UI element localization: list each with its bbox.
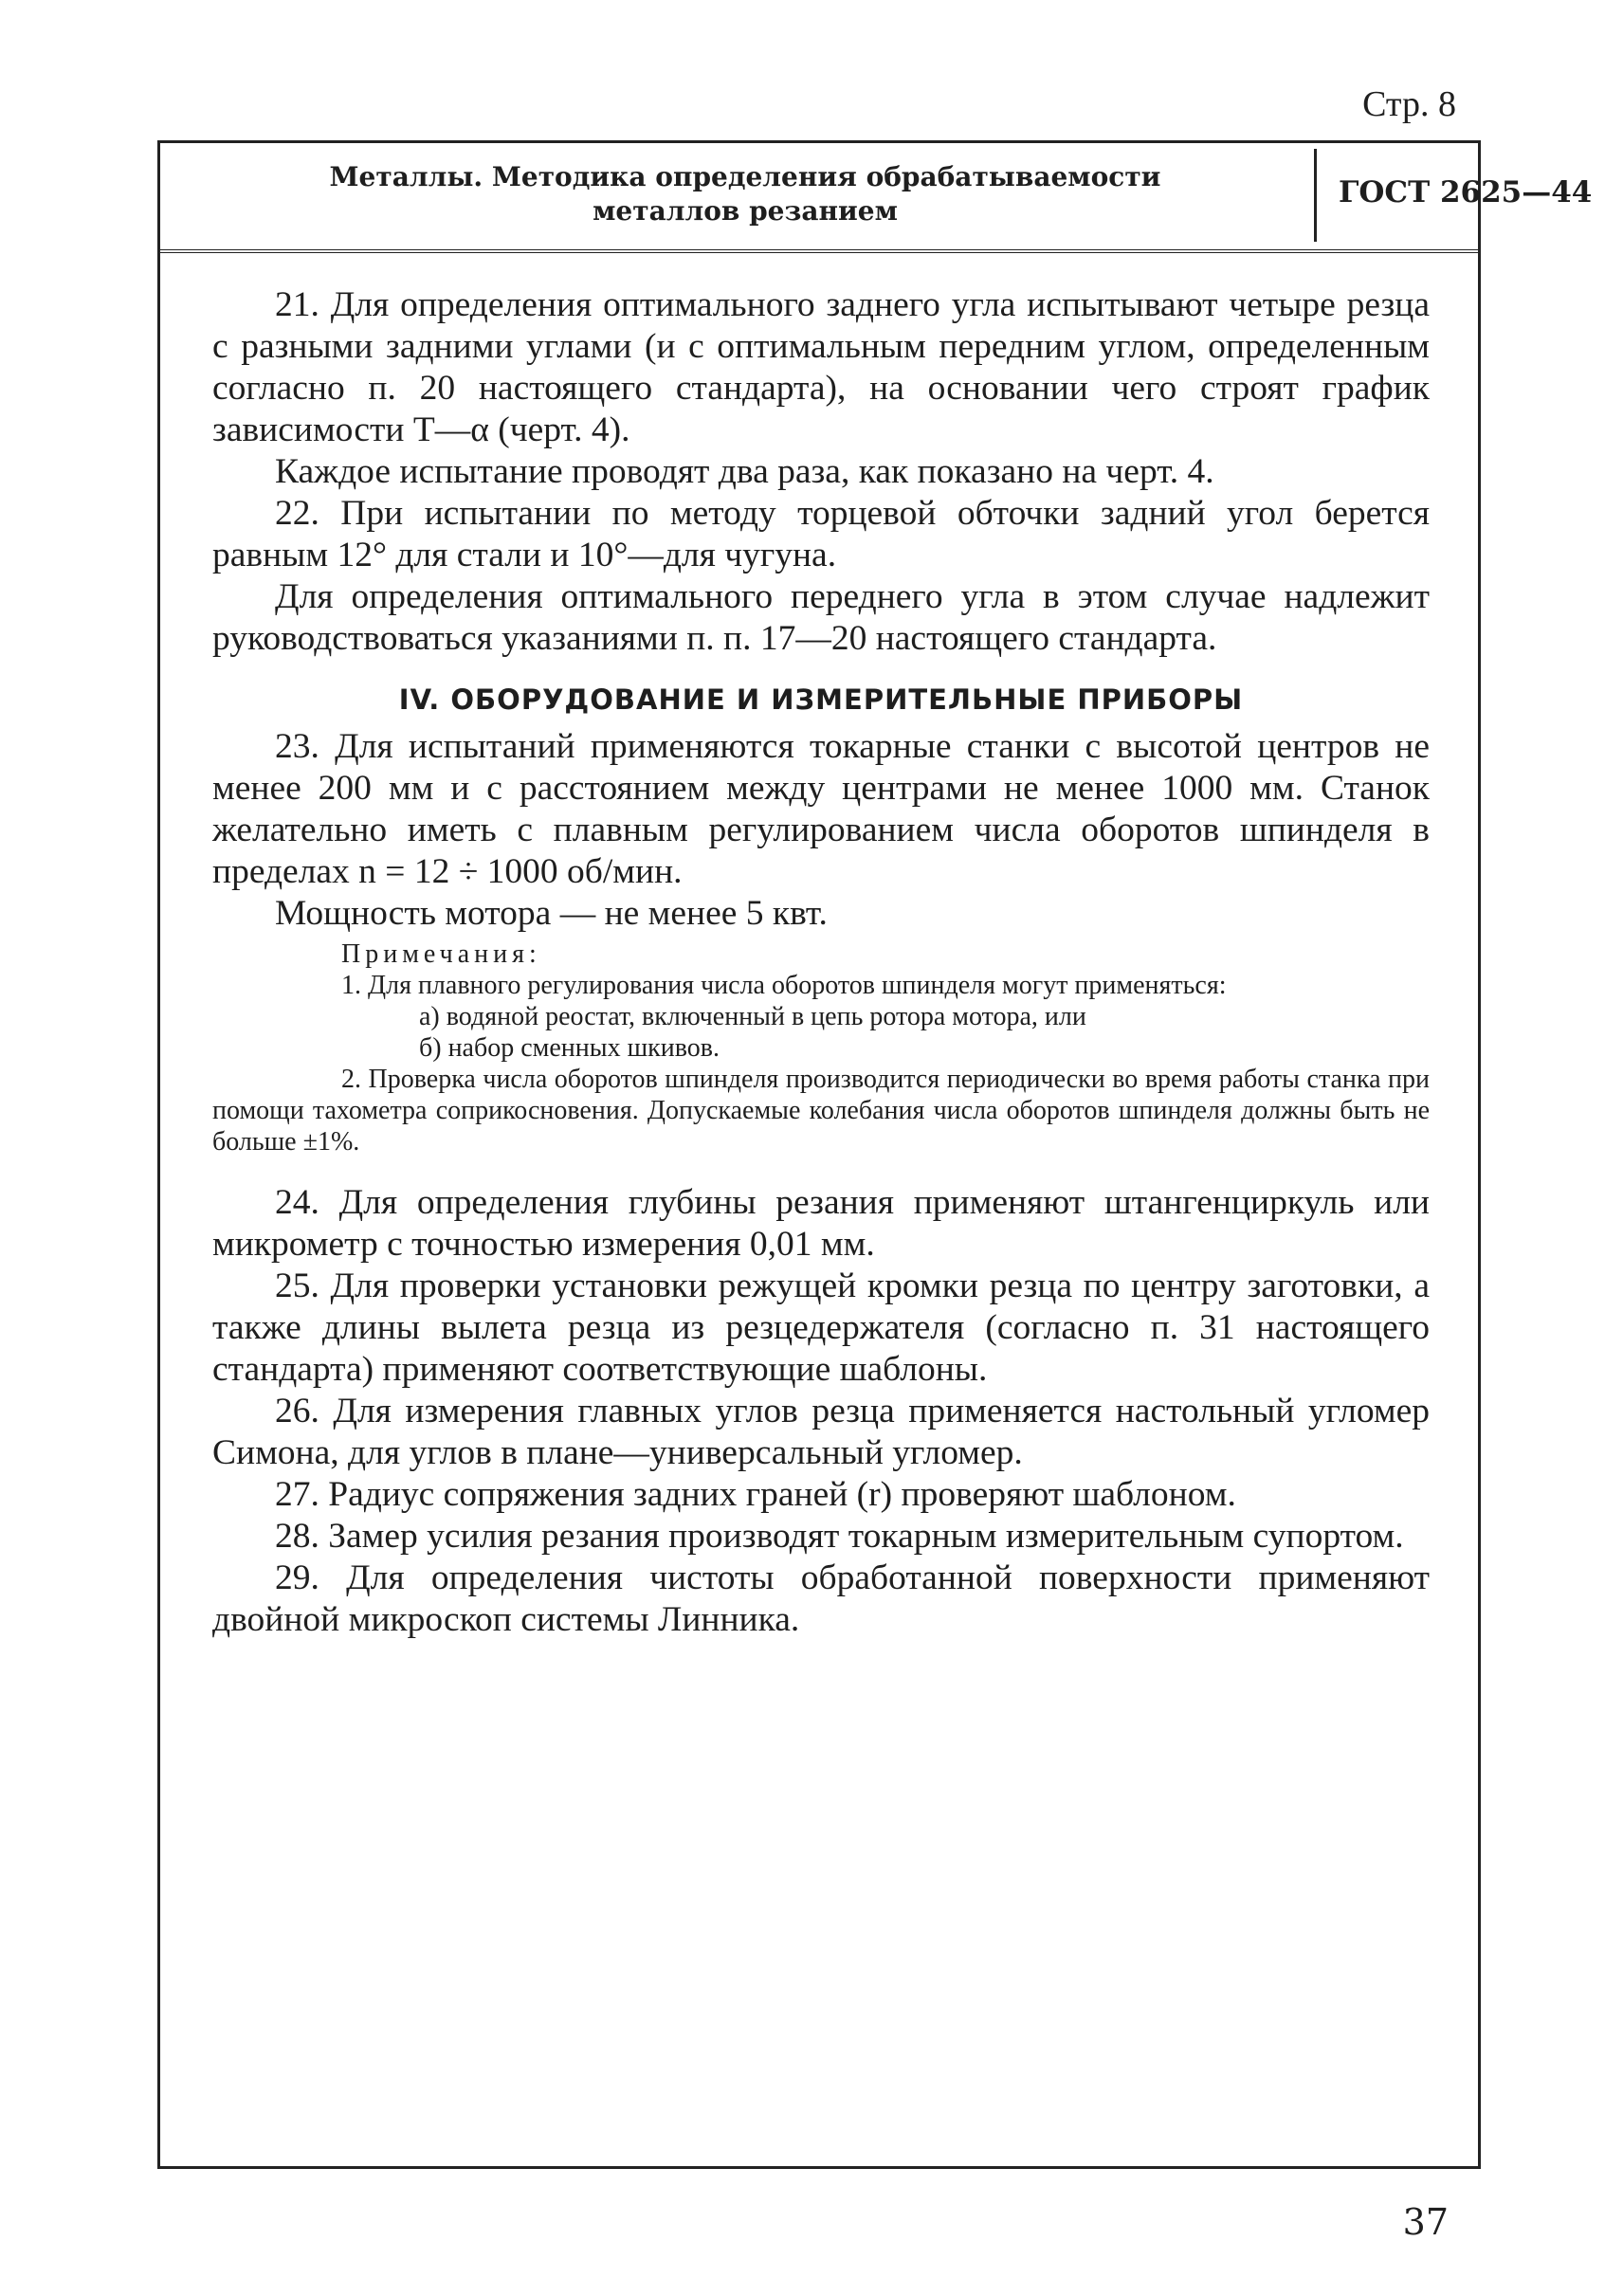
notes-block xyxy=(212,938,1430,1157)
paragraph-23-motor-power: Мощность мотора — не менее 5 квт. xyxy=(275,894,828,933)
header-title-line-2: металлов резанием xyxy=(593,195,898,227)
page-number-top: Стр. 8 xyxy=(1362,84,1456,124)
header-title-line-1: Металлы. Методика определения обрабатываемости xyxy=(329,161,1161,192)
paragraph-27: 27. Радиус сопряжения задних граней (r) проверяют шаблоном. xyxy=(275,1475,1236,1514)
note-1a: а) водяной реостат, включенный в цепь ротора мотора, или xyxy=(419,1002,1086,1031)
paragraph-26: 26. Для измерения главных углов резца применяется настольный угломер Симона, для углов в плане—универсальный угломер. xyxy=(212,1392,1430,1472)
paragraph-29: 29. Для определения чистоты обработанной поверхности применяют двойной микроскоп системы Линника. xyxy=(212,1558,1430,1639)
gost-number: ГОСТ 2625—44 xyxy=(1339,175,1593,210)
paragraph-21-continued: Каждое испытание проводят два раза, как показано на черт. 4. xyxy=(275,452,1214,491)
paragraph-21: 21. Для определения оптимального заднего угла испытывают четыре резца с разными задними углами (и с оптимальным передним углом, определенным согласно п. 20 настоящего стандарта), на основании чего строят график зависимости Т—α (черт. 4). xyxy=(212,285,1430,449)
note-2: 2. Проверка числа оборотов шпинделя производится периодически во время работы станка при помощи тахометра соприкосновения. Допускаемые колебания числа оборотов шпинделя должны быть не больше ±1%. xyxy=(212,1065,1430,1157)
paragraph-28: 28. Замер усилия резания производят токарным измерительным супортом. xyxy=(275,1517,1404,1556)
paragraph-24: 24. Для определения глубины резания применяют штангенциркуль или микрометр с точностью измерения 0,01 мм. xyxy=(212,1183,1430,1264)
note-1b: б) набор сменных шкивов. xyxy=(419,1033,720,1063)
note-1: 1. Для плавного регулирования числа оборотов шпинделя могут применяться: xyxy=(341,971,1227,1000)
header-title xyxy=(195,160,1295,228)
document-body xyxy=(212,284,1430,1641)
frame-bottom-rule xyxy=(157,2166,1478,2169)
paragraph-25: 25. Для проверки установки режущей кромки резца по центру заготовки, а также длины вылета резца из резцедержателя (согласно п. 31 настоящего стандарта) применяют соответствующие шаблоны. xyxy=(212,1266,1430,1389)
header-divider xyxy=(1314,149,1317,242)
paragraph-22: 22. При испытании по методу торцевой обточки задний угол берется равным 12° для стали и 10°—для чугуна. xyxy=(212,494,1430,574)
document-header xyxy=(157,143,1593,253)
paragraph-23: 23. Для испытаний применяются токарные станки с высотой центров не менее 200 мм и с расстоянием между центрами не менее 1000 мм. Станок желательно иметь с плавным регулированием числа оборотов шпинделя в пределах n = 12 ÷ 1000 об/мин. xyxy=(212,727,1430,891)
section-heading-iv: IV. ОБОРУДОВАНИЕ И ИЗМЕРИТЕЛЬНЫЕ ПРИБОРЫ xyxy=(398,683,1244,716)
paragraph-22-continued: Для определения оптимального переднего угла в этом случае надлежит руководствоваться указаниями п. п. 17—20 настоящего стандарта. xyxy=(212,577,1430,658)
page-number-bottom: 37 xyxy=(1402,2201,1449,2243)
notes-heading: Примечания: xyxy=(341,939,541,969)
